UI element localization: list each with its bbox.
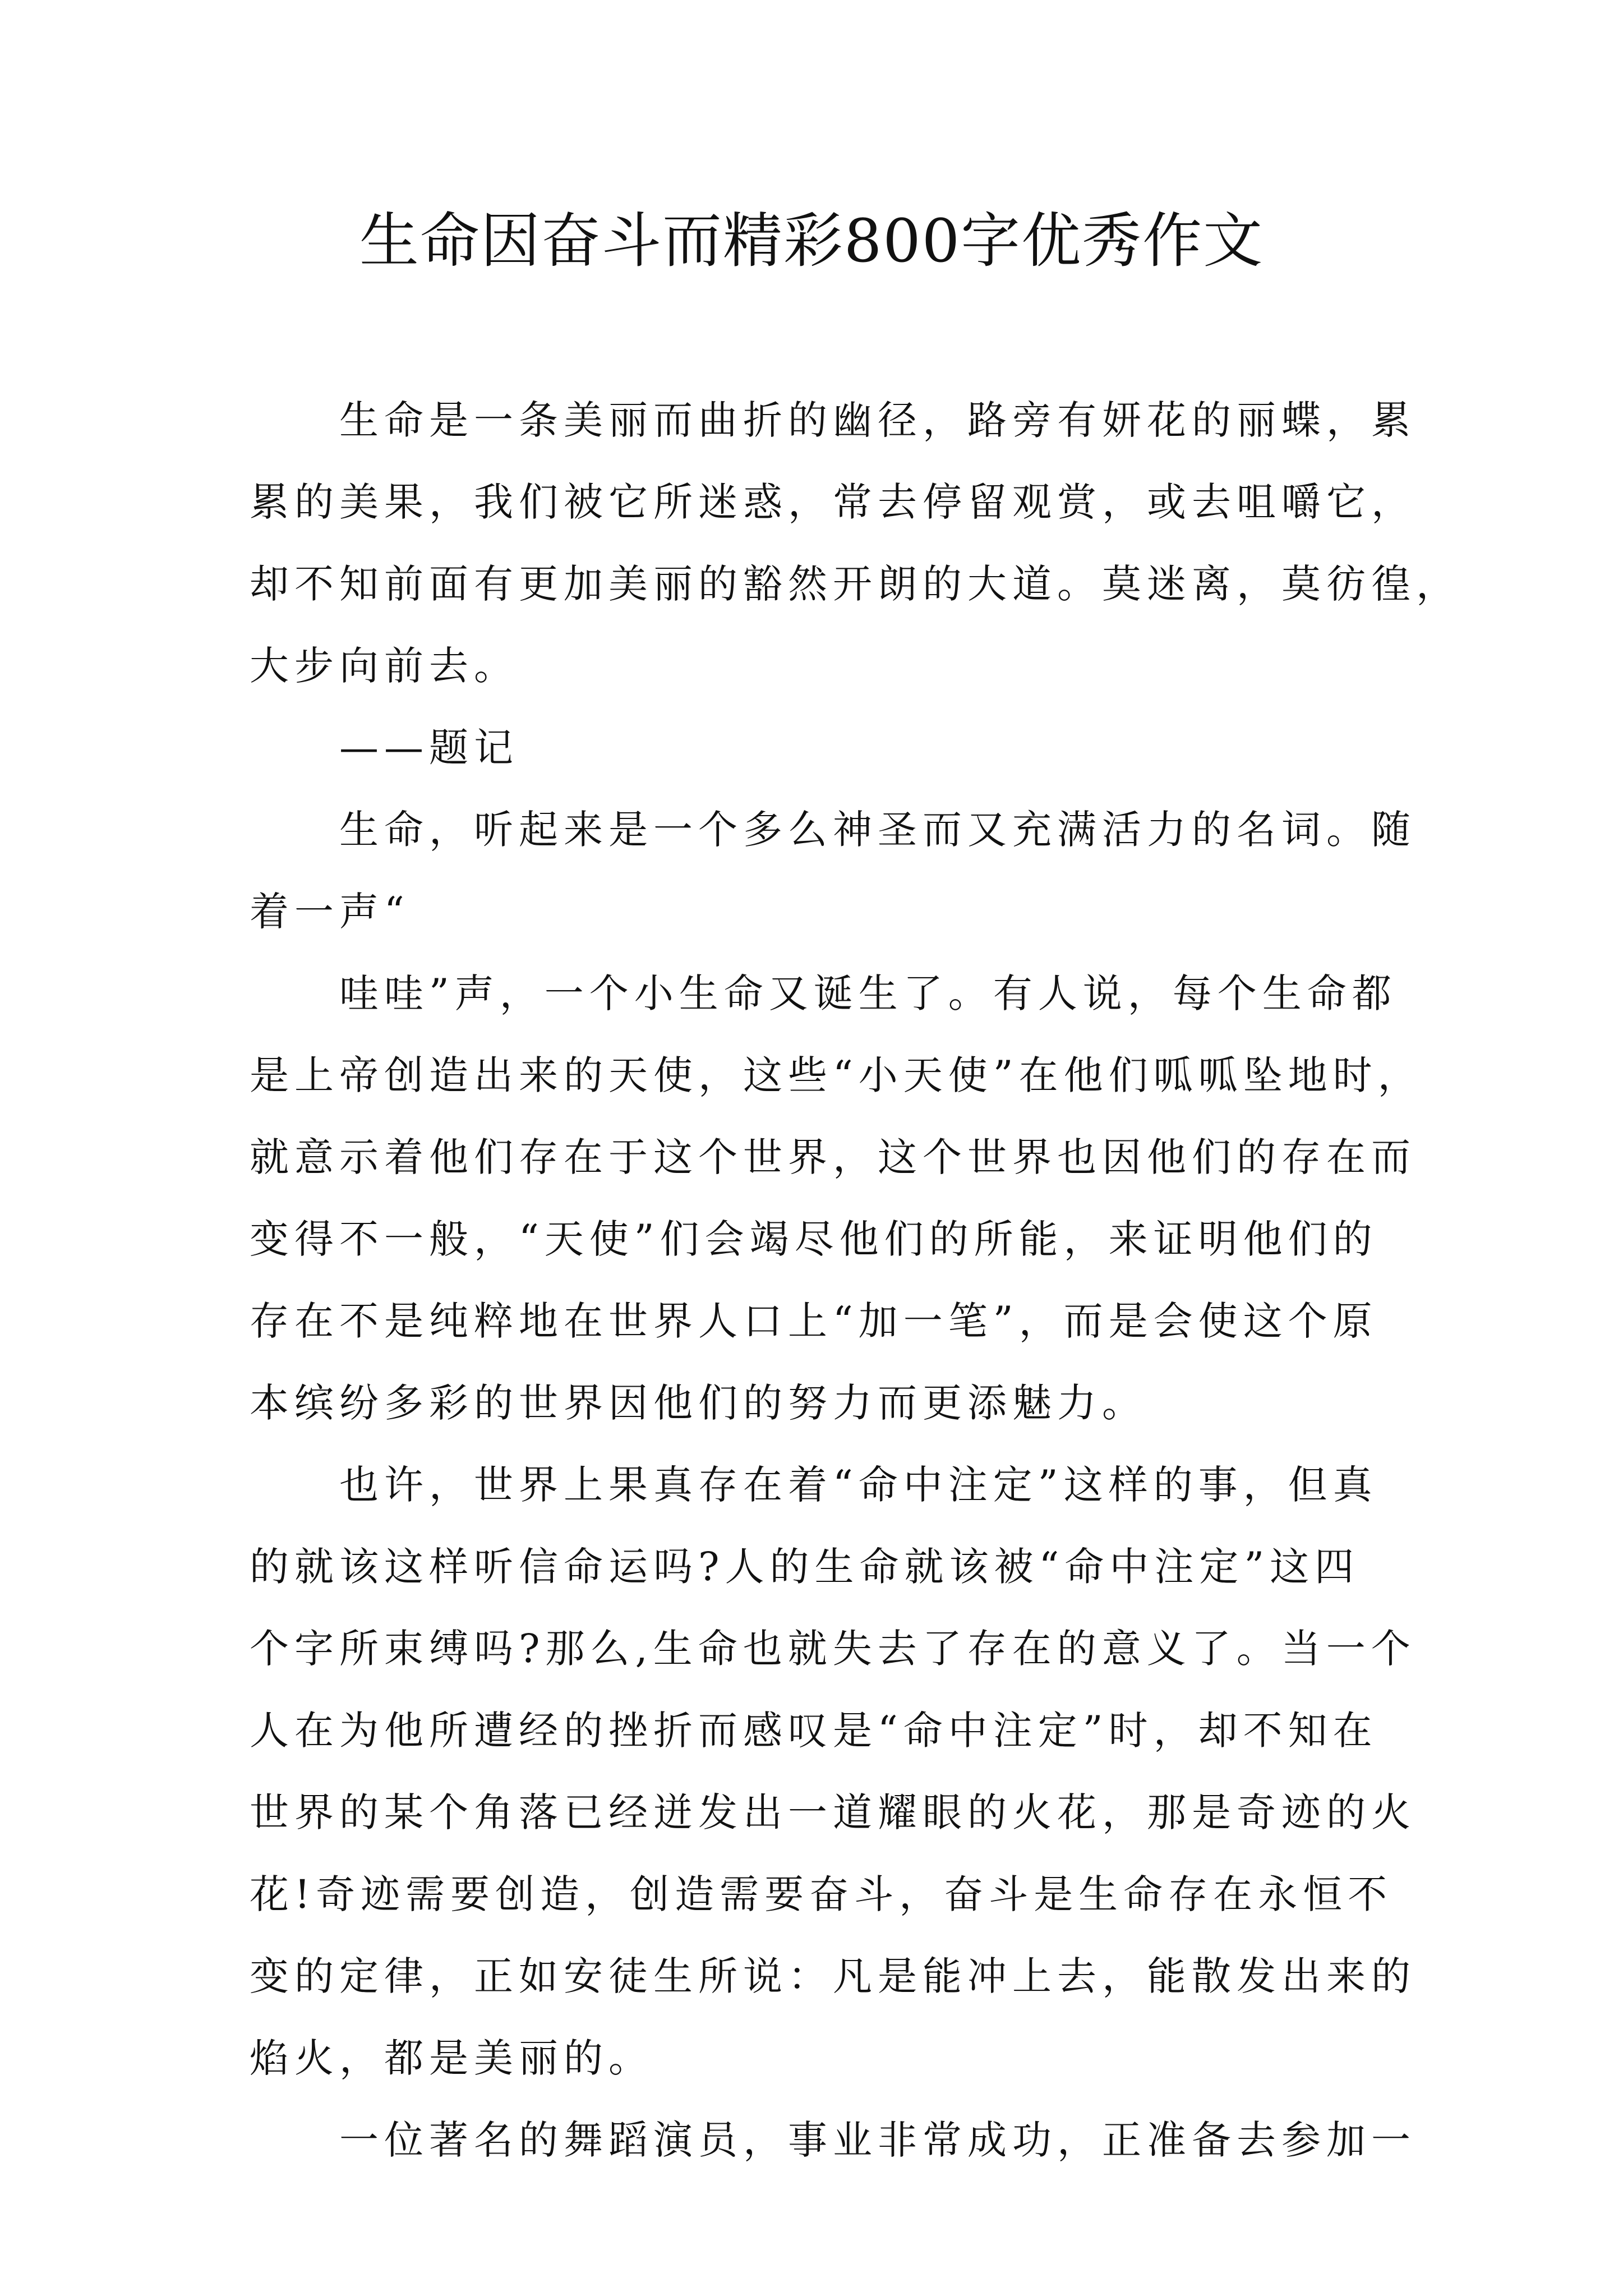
- paragraph-line: 就意示着他们存在于这个世界，这个世界也因他们的存在而: [250, 1134, 1416, 1180]
- paragraph-line: 本缤纷多彩的世界因他们的努力而更添魅力。: [250, 1380, 1147, 1426]
- document-body: [250, 379, 1461, 2181]
- paragraph-line: 生命是一条美丽而曲折的幽径，路旁有妍花的丽蝶，累: [339, 397, 1416, 443]
- paragraph-line: 也许，世界上果真存在着“命中注定”这样的事，但真: [339, 1462, 1378, 1508]
- paragraph-line: 焰火，都是美丽的。: [250, 2035, 653, 2081]
- paragraph-line: 累的美果，我们被它所迷惑，常去停留观赏，或去咀嚼它，: [250, 479, 1416, 525]
- paragraph-line: 变得不一般，“天使”们会竭尽他们的所能，来证明他们的: [250, 1216, 1378, 1262]
- epigraph-attribution: ——题记: [339, 725, 519, 771]
- paragraph-line: 存在不是纯粹地在世界人口上“加一笔”，而是会使这个原: [250, 1298, 1378, 1344]
- paragraph-line: 花!奇迹需要创造，创造需要奋斗，奋斗是生命存在永恒不: [250, 1871, 1393, 1917]
- paragraph-line: 人在为他所遭经的挫折而感叹是“命中注定”时，却不知在: [250, 1708, 1378, 1754]
- paragraph-line: 是上帝创造出来的天使，这些“小天使”在他们呱呱坠地时，: [250, 1052, 1423, 1098]
- paragraph-line: 个字所束缚吗?那么,生命也就失去了存在的意义了。当一个: [250, 1626, 1416, 1672]
- document-title: 生命因奋斗而精彩800字优秀作文: [359, 206, 1264, 275]
- paragraph-line: 哇哇”声，一个小生命又诞生了。有人说，每个生命都: [339, 970, 1397, 1016]
- paragraph-line: 变的定律，正如安徒生所说：凡是能冲上去，能散发出来的: [250, 1953, 1416, 1999]
- paragraph-line: 的就该这样听信命运吗?人的生命就该被“命中注定”这四: [250, 1544, 1360, 1590]
- paragraph-line: 却不知前面有更加美丽的豁然开朗的大道。莫迷离，莫彷徨，: [250, 561, 1461, 607]
- paragraph-line: 世界的某个角落已经迸发出一道耀眼的火花，那是奇迹的火: [250, 1789, 1416, 1835]
- paragraph-line: 着一声“: [250, 889, 410, 935]
- paragraph-line: 一位著名的舞蹈演员，事业非常成功，正准备去参加一: [339, 2117, 1416, 2163]
- paragraph-line: 大步向前去。: [250, 643, 519, 689]
- paragraph-line: 生命，听起来是一个多么神圣而又充满活力的名词。随: [339, 807, 1416, 853]
